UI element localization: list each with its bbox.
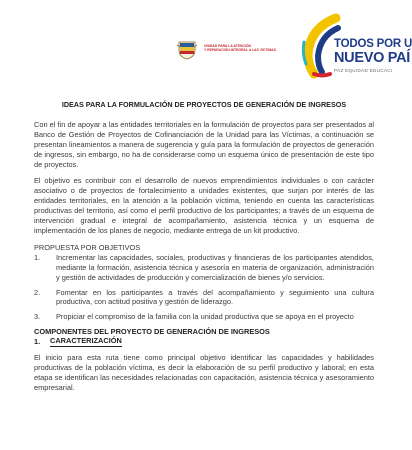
- list-item-text: Incrementar las capacidades, sociales, productivas y financieras de los participantes atendidos, mediante la formación, asistencia técnica y asesoría en materia de organización, administración y gestión de actividades de producción y comercialización de bienes y/o servicios.: [56, 252, 374, 282]
- list-item-number: 1.: [34, 252, 41, 262]
- document-header: [0, 0, 412, 92]
- unidad-line-2: Y REPARACIÓN INTEGRAL A LAS VÍCTIMAS: [204, 48, 276, 53]
- objectives-list: [34, 253, 374, 322]
- list-item: [34, 253, 374, 283]
- unidad-victimas-logo-text: [204, 44, 304, 52]
- components-heading: COMPONENTES DEL PROYECTO DE GENERACIÓN DE INGRESOS: [34, 327, 270, 337]
- sub-heading-number: 1.: [34, 337, 41, 347]
- document-title: IDEAS PARA LA FORMULACIÓN DE PROYECTOS DE GENERACIÓN DE INGRESOS: [61, 100, 347, 109]
- colombia-shield-icon: [176, 40, 198, 60]
- brand-tagline: PAZ EQUIDAD EDUCACI: [334, 68, 393, 73]
- sub-heading-text: CARACTERIZACIÓN: [50, 336, 122, 346]
- list-item-number: 2.: [34, 287, 41, 297]
- caracterizacion-heading: [34, 337, 374, 347]
- list-item: [34, 312, 374, 322]
- characterization-paragraph: El inicio para esta ruta tiene como principal objetivo identificar las capacidades y habilidades productivas de la población víctima, es decir la elaboración de su perfil productivo y laboral; en esta etapa se identifican las necesidades relacionadas con capacitación, asistencia técnica y asesoramiento empresarial.: [34, 353, 374, 392]
- document-body: [34, 96, 374, 393]
- list-item: [34, 288, 374, 308]
- list-item-text: Fomentar en los participantes a través del acompañamiento y seguimiento una cultura productiva, con actitud positiva y gestión de liderazgo.: [56, 287, 374, 307]
- list-item-number: 3.: [34, 312, 41, 322]
- brand-line-2: NUEVO PAÍ: [334, 50, 410, 66]
- list-item-text: Propiciar el compromiso de la familia con la unidad productiva que se apoya en el proyecto: [56, 312, 354, 322]
- intro-paragraph: Con el fin de apoyar a las entidades territoriales en la formulación de proyectos para ser presentados al Banco de Gestión de Proyectos de Cofinanciación de la Unidad para las Víctimas, a continuación se presentan lineamientos a manera de sugerencia y guía para la formulación de proyectos de generación de ingresos, sin embargo, no ha de considerarse como un esquema único de presentación de este tipo de proyectos.: [34, 119, 374, 169]
- brand-line-1: TODOS POR U: [334, 38, 412, 50]
- objective-paragraph: El objetivo es contribuir con el desarrollo de nuevos emprendimientos individuales o con carácter asociativo o de proyectos de fortalecimiento a unidades existentes, que surjan por interés de las entidades territoriales, en la atención a la población víctima, teniendo en cuenta las características productivas del territorio, así como el perfil productivo de los participantes; a través de un esquema de intervención gradual e integral de acompañamiento, asistencia técnica y un esquema de implementación de los planes de negocio, mediante entrega de un kit productivo.: [34, 176, 374, 235]
- unidad-line-1: UNIDAD PARA LA ATENCIÓN: [204, 44, 251, 48]
- objectives-heading: PROPUESTA POR OBJETIVOS: [34, 242, 141, 252]
